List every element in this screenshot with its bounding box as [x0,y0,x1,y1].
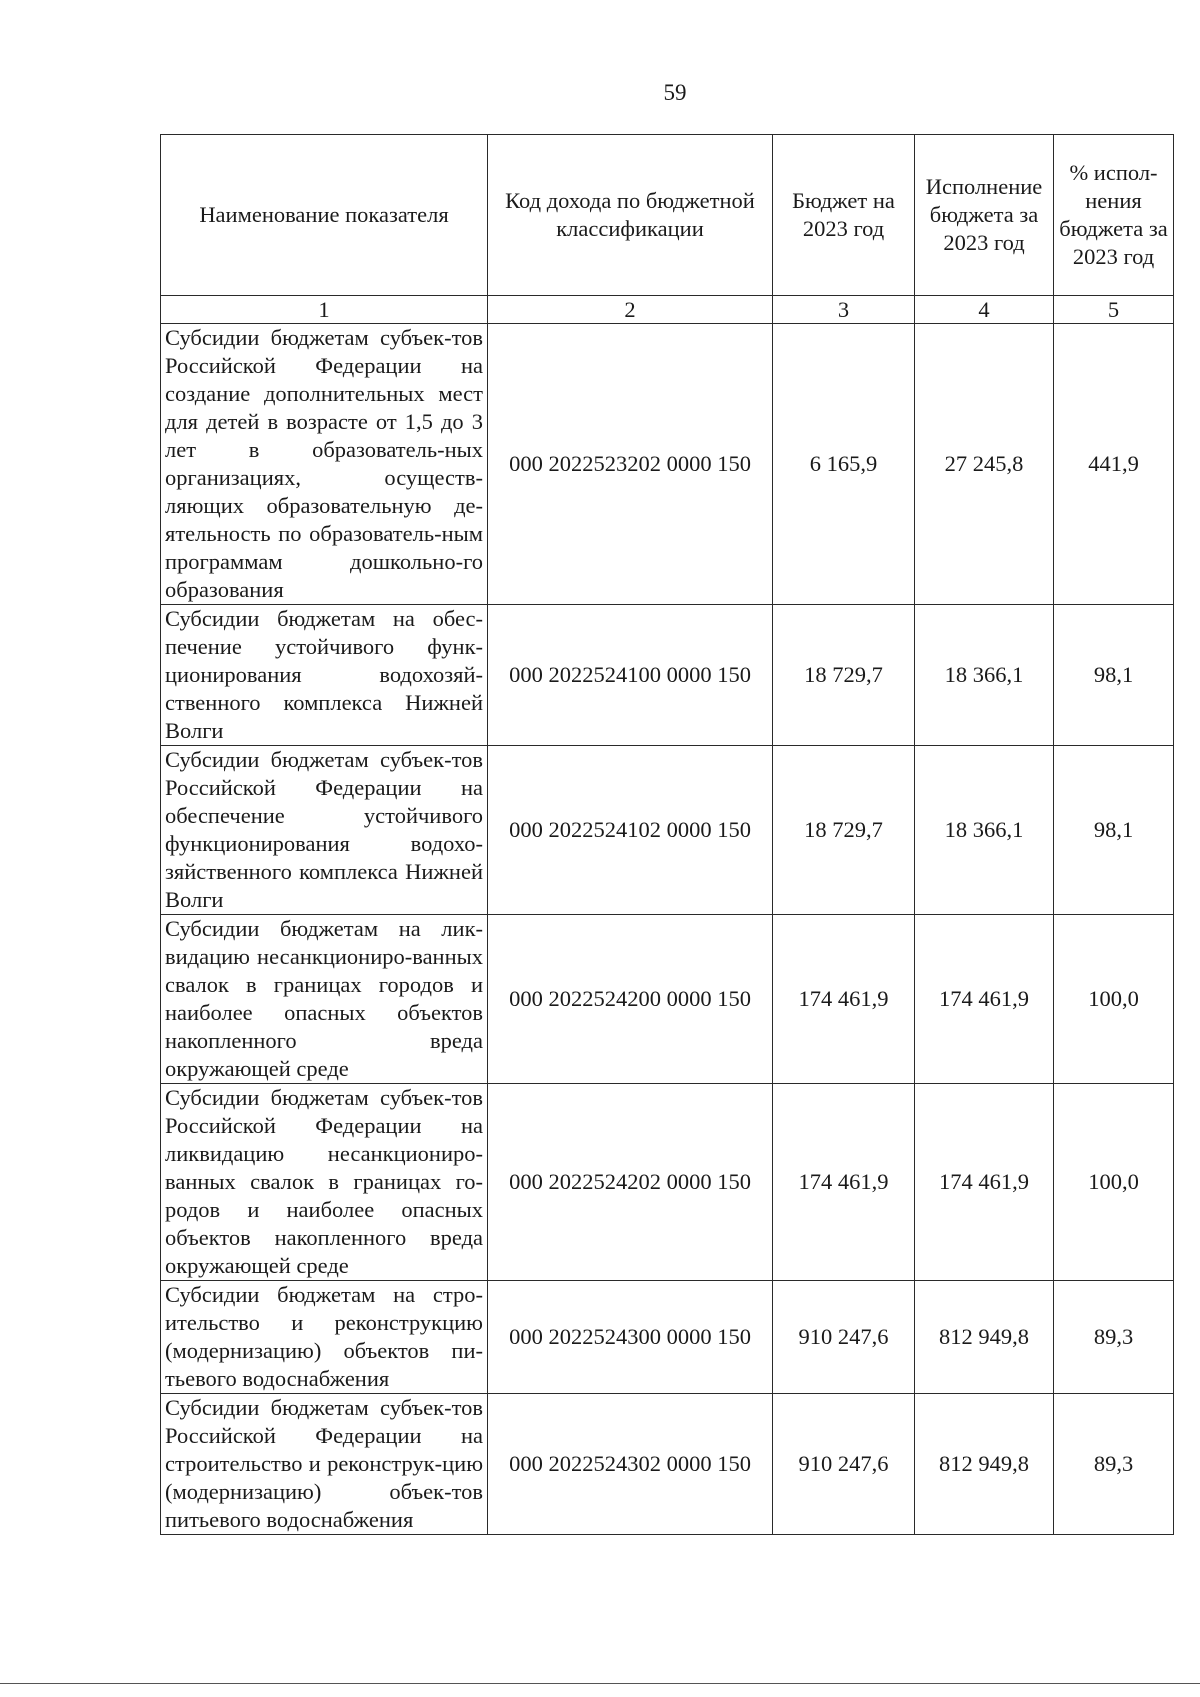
table-header-row [161,135,1174,296]
table-row [161,1394,1174,1535]
percent-cell: 98,1 [1054,746,1174,915]
table-column-number-row [161,296,1174,324]
percent-cell: 441,9 [1054,324,1174,605]
budget-cell: 910 247,6 [773,1394,915,1535]
revenue-code-cell: 000 2022524200 0000 150 [488,915,773,1084]
execution-cell: 18 366,1 [915,605,1054,746]
header-indicator-name: Наименование показателя [161,135,488,296]
table-row [161,324,1174,605]
indicator-name-cell: Субсидии бюджетам субъек-тов Российской Федерации на обеспечение устойчивого функционирования водохо-зяйственного комплекса Нижней Волги [161,746,488,915]
execution-cell: 18 366,1 [915,746,1054,915]
execution-cell: 812 949,8 [915,1394,1054,1535]
execution-cell: 174 461,9 [915,1084,1054,1281]
column-number: 5 [1054,296,1174,324]
percent-cell: 89,3 [1054,1394,1174,1535]
percent-cell: 89,3 [1054,1281,1174,1394]
table-row [161,1084,1174,1281]
budget-cell: 18 729,7 [773,605,915,746]
column-number: 2 [488,296,773,324]
budget-cell: 18 729,7 [773,746,915,915]
table-row [161,1281,1174,1394]
indicator-name-cell: Субсидии бюджетам субъек-тов Российской Федерации на строительство и реконструк-цию (модернизацию) объек-тов питьевого водоснабжения [161,1394,488,1535]
column-number: 4 [915,296,1054,324]
revenue-code-cell: 000 2022524300 0000 150 [488,1281,773,1394]
column-number: 1 [161,296,488,324]
page-number: 59 [663,80,687,105]
header-execution-2023: Исполнение бюджета за 2023 год [915,135,1054,296]
indicator-name-cell: Субсидии бюджетам на лик-видацию несанкциониро-ванных свалок в границах городов и наиболее опасных объектов накопленного вреда окружающей среде [161,915,488,1084]
budget-cell: 174 461,9 [773,915,915,1084]
header-revenue-code: Код дохода по бюджетной классификации [488,135,773,296]
indicator-name-cell: Субсидии бюджетам субъек-тов Российской Федерации на ликвидацию несанкциониро-ванных свалок в границах го-родов и наиболее опасных объектов накопленного вреда окружающей среде [161,1084,488,1281]
indicator-name-cell: Субсидии бюджетам на стро-ительство и реконструкцию (модернизацию) объектов пи-тьевого водоснабжения [161,1281,488,1394]
execution-cell: 27 245,8 [915,324,1054,605]
column-number: 3 [773,296,915,324]
budget-cell: 910 247,6 [773,1281,915,1394]
table-row [161,746,1174,915]
percent-cell: 100,0 [1054,915,1174,1084]
table-row [161,605,1174,746]
revenue-code-cell: 000 2022523202 0000 150 [488,324,773,605]
header-budget-2023: Бюджет на 2023 год [773,135,915,296]
revenue-code-cell: 000 2022524302 0000 150 [488,1394,773,1535]
percent-cell: 100,0 [1054,1084,1174,1281]
budget-cell: 6 165,9 [773,324,915,605]
revenue-code-cell: 000 2022524102 0000 150 [488,746,773,915]
indicator-name-cell: Субсидии бюджетам на обес-печение устойчивого функ-ционирования водохозяй-ственного комплекса Нижней Волги [161,605,488,746]
indicator-name-cell: Субсидии бюджетам субъек-тов Российской Федерации на создание дополнительных мест для детей в возрасте от 1,5 до 3 лет в образователь-ных организациях, осуществ-ляющих образовательную де-ятельность по образователь-ным программам дошкольно-го образования [161,324,488,605]
percent-cell: 98,1 [1054,605,1174,746]
budget-revenue-table [160,134,1174,1535]
revenue-code-cell: 000 2022524100 0000 150 [488,605,773,746]
table-row [161,915,1174,1084]
execution-cell: 812 949,8 [915,1281,1054,1394]
page-bottom-rule [0,1683,1200,1684]
execution-cell: 174 461,9 [915,915,1054,1084]
budget-cell: 174 461,9 [773,1084,915,1281]
header-execution-percent: % испол-нения бюджета за 2023 год [1054,135,1174,296]
revenue-code-cell: 000 2022524202 0000 150 [488,1084,773,1281]
